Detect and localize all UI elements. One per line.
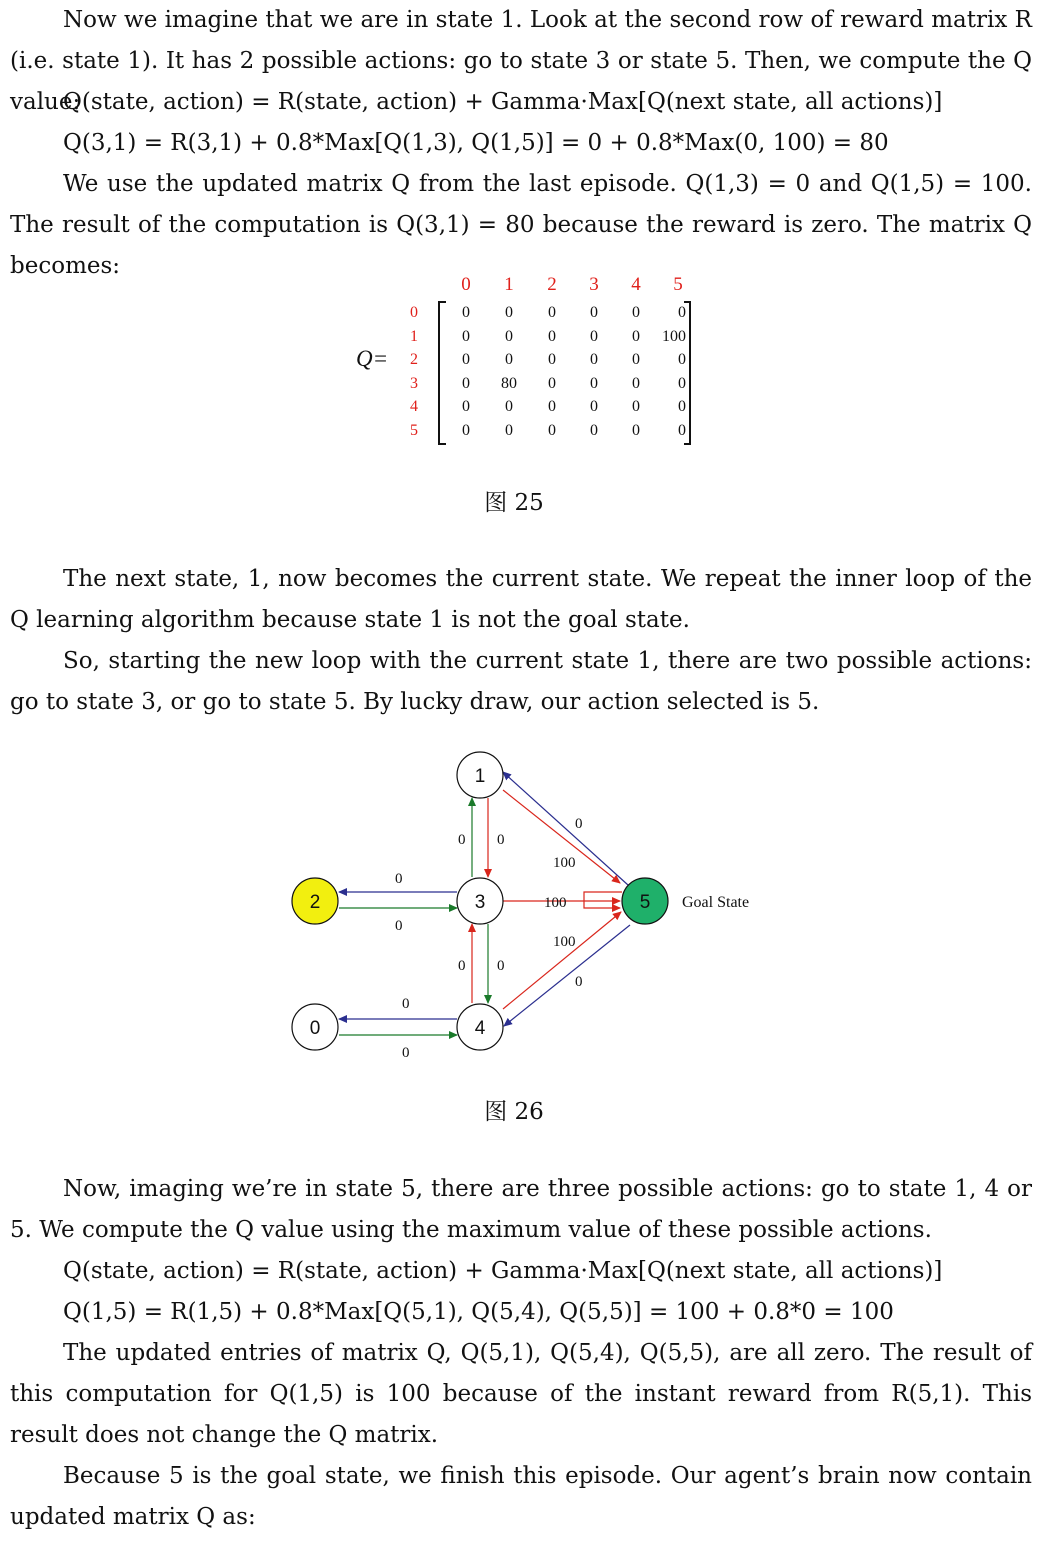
label-3-to-5: 100 xyxy=(544,895,567,911)
matrix-cell: 0 xyxy=(548,422,556,439)
equation-q-update-2: Q(state, action) = R(state, action) + Gamma·Max[Q(next state, all actions)] xyxy=(63,1258,943,1284)
matrix-cell: 0 xyxy=(590,422,598,439)
matrix-row-header: 4 xyxy=(410,398,418,415)
node-1 xyxy=(457,752,503,798)
equation-q15: Q(1,5) = R(1,5) + 0.8*Max[Q(5,1), Q(5,4), Q(5,5)] = 100 + 0.8*0 = 100 xyxy=(63,1299,894,1325)
q-matrix xyxy=(0,260,1048,460)
matrix-cell: 0 xyxy=(632,328,640,345)
matrix-cell: 0 xyxy=(505,351,513,368)
matrix-row-header: 5 xyxy=(410,422,418,439)
figure-25-caption: 图 25 xyxy=(484,490,544,516)
label-1-to-3: 0 xyxy=(497,832,505,848)
matrix-cell: 0 xyxy=(632,375,640,392)
svg-text:2: 2 xyxy=(309,892,321,913)
matrix-cell: 0 xyxy=(678,304,686,321)
matrix-row-header: 1 xyxy=(410,328,418,345)
matrix-cell: 0 xyxy=(505,328,513,345)
matrix-column-header: 5 xyxy=(673,274,683,295)
matrix-cell: 0 xyxy=(632,422,640,439)
matrix-column-header: 1 xyxy=(504,274,514,295)
matrix-cell: 0 xyxy=(505,422,513,439)
paragraph-updated-entries: The updated entries of matrix Q, Q(5,1), Q(5,4), Q(5,5), are all zero. The result of this computation for Q(1,5) is 100 because of the instant reward from R(5,1). This result does not change the Q matrix. xyxy=(10,1340,1032,1448)
matrix-label: Q= xyxy=(356,346,389,371)
state-graph xyxy=(0,740,1048,1070)
matrix-cell: 0 xyxy=(548,351,556,368)
matrix-cell: 0 xyxy=(548,398,556,415)
matrix-cell: 0 xyxy=(505,398,513,415)
matrix-cell: 0 xyxy=(590,398,598,415)
matrix-column-header: 4 xyxy=(631,274,641,295)
equation-q-update: Q(state, action) = R(state, action) + Gamma·Max[Q(next state, all actions)] xyxy=(63,89,943,115)
matrix-row-header: 0 xyxy=(410,304,418,321)
paragraph-intro: Now we imagine that we are in state 1. Look at the second row of reward matrix R (i.e. state 1). It has 2 possible actions: go to state 3 or state 5. Then, we compute the Q value: xyxy=(10,7,1032,115)
matrix-cell: 0 xyxy=(632,398,640,415)
equation-q31: Q(3,1) = R(3,1) + 0.8*Max[Q(1,3), Q(1,5)] = 0 + 0.8*Max(0, 100) = 80 xyxy=(63,130,889,156)
matrix-cell: 0 xyxy=(462,422,470,439)
svg-text:4: 4 xyxy=(474,1018,486,1039)
node-0 xyxy=(292,1004,338,1050)
matrix-cell: 0 xyxy=(590,375,598,392)
matrix-cell: 0 xyxy=(590,351,598,368)
matrix-cell: 0 xyxy=(462,351,470,368)
svg-text:1: 1 xyxy=(474,766,486,787)
matrix-cell: 0 xyxy=(678,422,686,439)
matrix-row-headers xyxy=(410,304,418,439)
matrix-cell: 0 xyxy=(548,328,556,345)
svg-text:0: 0 xyxy=(309,1018,321,1039)
figure-26-caption: 图 26 xyxy=(484,1099,544,1125)
node-4 xyxy=(457,1004,503,1050)
paragraph-new-loop: So, starting the new loop with the current state 1, there are two possible actions: go to state 3, or go to state 5. By lucky draw, our action selected is 5. xyxy=(10,648,1032,715)
label-3-to-1: 0 xyxy=(458,832,466,848)
paragraph-state-5: Now, imaging we’re in state 5, there are three possible actions: go to state 1, 4 or 5. We compute the Q value using the maximum value of these possible actions. xyxy=(10,1176,1032,1243)
label-4-to-5: 100 xyxy=(553,934,576,950)
label-3-to-2: 0 xyxy=(395,871,403,887)
matrix-column-header: 3 xyxy=(589,274,599,295)
matrix-column-header: 2 xyxy=(547,274,557,295)
label-4-to-3: 0 xyxy=(458,958,466,974)
label-1-to-5: 100 xyxy=(553,855,576,871)
matrix-left-bracket xyxy=(439,302,446,444)
paragraph-goal-finish: Because 5 is the goal state, we finish this episode. Our agent’s brain now contain updated matrix Q as: xyxy=(10,1463,1032,1530)
matrix-row-header: 3 xyxy=(410,375,418,392)
node-2 xyxy=(292,878,338,924)
goal-state-label: Goal State xyxy=(682,894,750,911)
edge-5-self-loop xyxy=(584,892,622,908)
matrix-cell: 0 xyxy=(590,304,598,321)
matrix-row-header: 2 xyxy=(410,351,418,368)
label-2-to-3: 0 xyxy=(395,918,403,934)
matrix-cell: 80 xyxy=(501,375,517,392)
label-3-to-4: 0 xyxy=(497,958,505,974)
node-5 xyxy=(622,878,668,924)
matrix-cell: 0 xyxy=(590,328,598,345)
matrix-cell: 0 xyxy=(462,304,470,321)
paragraph-updated-matrix: We use the updated matrix Q from the last episode. Q(1,3) = 0 and Q(1,5) = 100. The result of the computation is Q(3,1) = 80 because the reward is zero. The matrix Q becomes: xyxy=(10,171,1032,279)
svg-text:5: 5 xyxy=(639,892,651,913)
label-5-to-4: 0 xyxy=(575,974,583,990)
matrix-cell: 0 xyxy=(462,398,470,415)
matrix-cell: 0 xyxy=(505,304,513,321)
matrix-cell: 0 xyxy=(462,328,470,345)
matrix-column-headers xyxy=(461,274,683,295)
matrix-cell: 0 xyxy=(632,351,640,368)
matrix-cell: 0 xyxy=(548,375,556,392)
matrix-cell: 0 xyxy=(548,304,556,321)
matrix-cell: 0 xyxy=(632,304,640,321)
paragraph-next-state: The next state, 1, now becomes the current state. We repeat the inner loop of the Q learning algorithm because state 1 is not the goal state. xyxy=(10,566,1032,633)
matrix-cell: 0 xyxy=(462,375,470,392)
matrix-column-header: 0 xyxy=(461,274,471,295)
matrix-cell: 0 xyxy=(678,375,686,392)
matrix-cells xyxy=(462,304,686,439)
label-0-to-4: 0 xyxy=(402,1045,410,1061)
label-4-to-0: 0 xyxy=(402,996,410,1012)
matrix-cell: 0 xyxy=(678,398,686,415)
matrix-cell: 100 xyxy=(662,328,686,345)
matrix-cell: 0 xyxy=(678,351,686,368)
svg-text:3: 3 xyxy=(474,892,486,913)
node-3 xyxy=(457,878,503,924)
label-5-to-1: 0 xyxy=(575,816,583,832)
edge-4-to-5 xyxy=(503,912,621,1009)
